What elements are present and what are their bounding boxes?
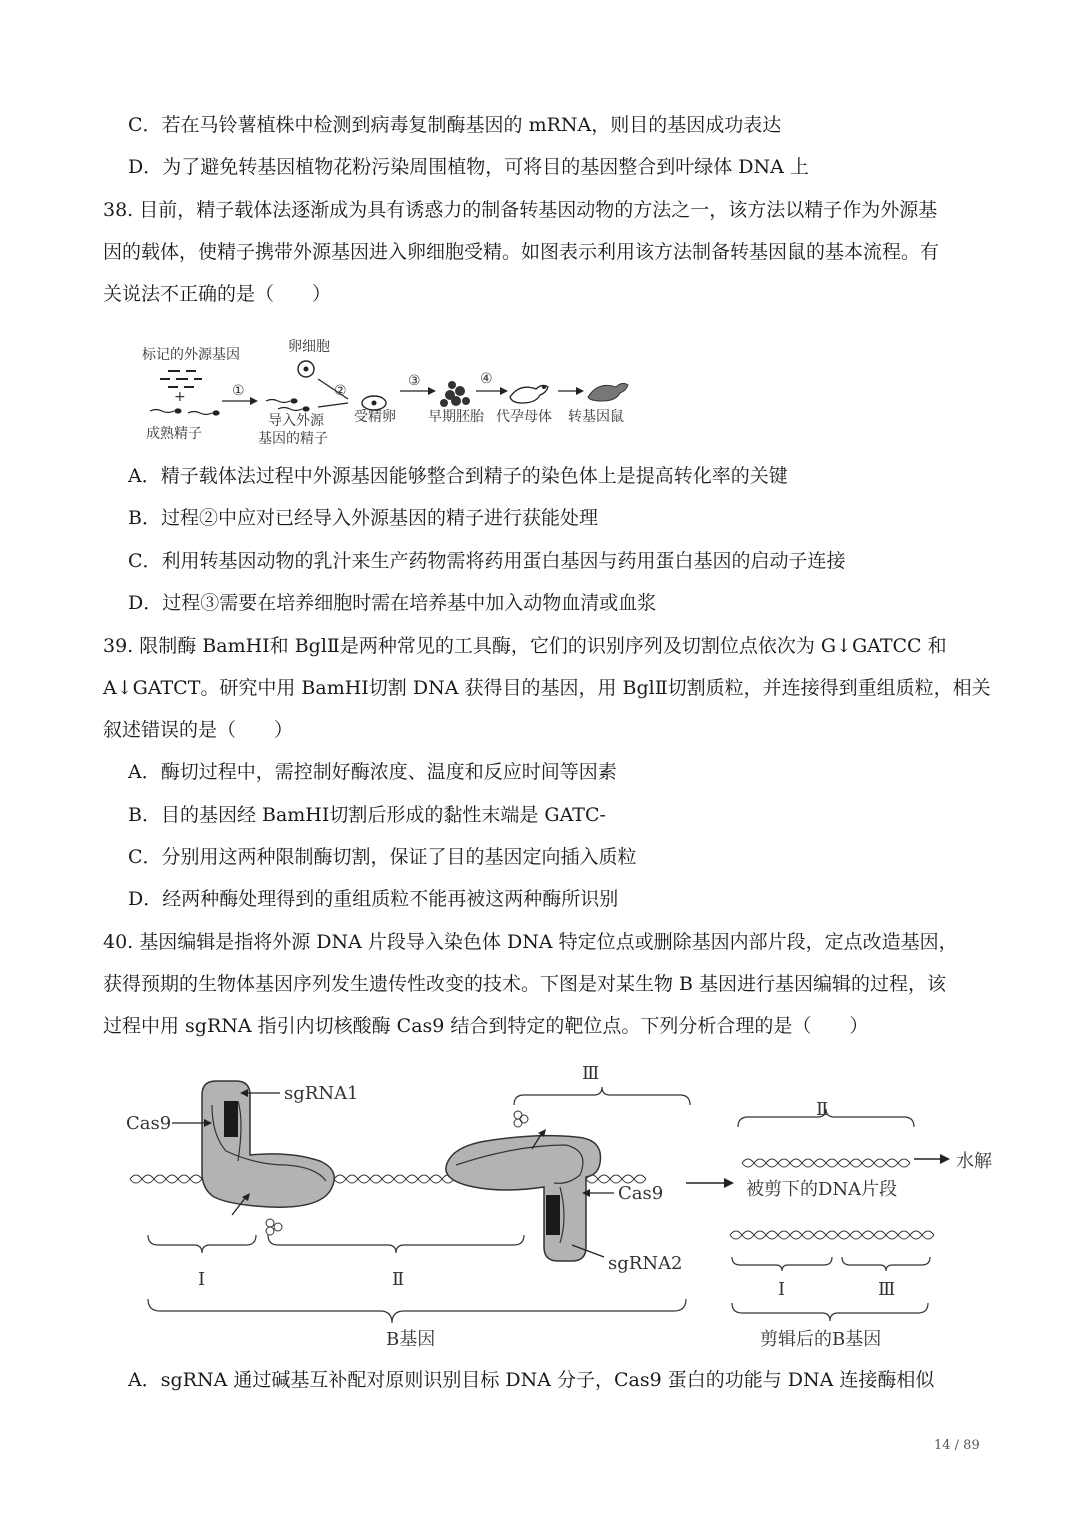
q39-stem-line-3: 叙述错误的是（ ） (103, 719, 294, 741)
q37-option-c: C．若在马铃薯植株中检测到病毒复制酶基因的 mRNA，则目的基因成功表达 (128, 114, 782, 136)
label-loaded-sperm-1: 导入外源 (268, 413, 324, 429)
q38-option-d: D．过程③需要在培养细胞时需在培养基中加入动物血清或血浆 (128, 592, 657, 614)
sgrna1-block-icon (224, 1101, 238, 1137)
plus-sign: + (174, 389, 186, 405)
q40-option-a: A．sgRNA 通过碱基互补配对原则识别目标 DNA 分子，Cas9 蛋白的功能与 DNA 连接酶相似 (128, 1369, 935, 1391)
q38-stem-line-2: 因的载体，使精子携带外源基因进入卵细胞受精。如图表示利用该方法制备转基因鼠的基本流程。有 (103, 241, 940, 263)
q39-option-b: B．目的基因经 BamHI切割后形成的黏性末端是 GATC- (128, 804, 606, 826)
label-seg-iii-right: Ⅲ (878, 1279, 896, 1300)
label-seg-ii: Ⅱ (392, 1269, 405, 1290)
label-sgrna1: sgRNA1 (284, 1083, 359, 1104)
q39-stem-line-1: 39. 限制酶 BamHI和 BglⅡ是两种常见的工具酶，它们的识别序列及切割位点依次为 G↓GATCC 和 (103, 635, 947, 657)
label-edited-gene: 剪辑后的B基因 (760, 1329, 882, 1350)
sgrna2-block-icon (546, 1195, 560, 1235)
gene-dashes-icon (160, 371, 202, 387)
label-hydrolysis: 水解 (956, 1151, 992, 1172)
q40-stem-line-1: 40. 基因编辑是指将外源 DNA 片段导入染色体 DNA 特定位点或删除基因内部片段，定点改造基因， (103, 931, 958, 953)
step-1-label: ① (232, 383, 245, 399)
step-3-label: ③ (408, 373, 421, 389)
zygote-icon (362, 396, 386, 410)
q38-flow-diagram (138, 335, 638, 450)
label-seg-i-right: Ⅰ (778, 1279, 786, 1300)
sperm-icon (150, 409, 219, 415)
q39-option-a: A．酶切过程中，需控制好酶浓度、温度和反应时间等因素 (128, 761, 617, 783)
surrogate-mouse-icon (510, 385, 548, 403)
q38-option-b: B．过程②中应对已经导入外源基因的精子进行获能处理 (128, 507, 598, 529)
loaded-sperm-icon (266, 399, 309, 411)
q38-option-a: A．精子载体法过程中外源基因能够整合到精子的染色体上是提高转化率的关键 (128, 465, 788, 487)
q40-stem-line-3: 过程中用 sgRNA 指引内切核酸酶 Cas9 结合到特定的靶位点。下列分析合理的是（ ） (103, 1015, 869, 1037)
early-embryo-icon (440, 381, 470, 407)
label-early-embryo: 早期胚胎 (428, 409, 484, 425)
page-number: 14 / 89 (934, 1438, 980, 1453)
label-sgrna2: sgRNA2 (608, 1253, 683, 1274)
q40-gene-editing-diagram (120, 1055, 1010, 1355)
label-loaded-sperm-2: 基因的精子 (258, 431, 328, 447)
label-egg: 卵细胞 (288, 339, 330, 355)
label-seg-iii-top: Ⅲ (582, 1063, 600, 1084)
step-4-label: ④ (480, 371, 493, 387)
label-cas9-left: Cas9 (126, 1113, 172, 1134)
label-transgenic-mouse: 转基因鼠 (568, 409, 624, 425)
label-seg-i: Ⅰ (198, 1269, 206, 1290)
label-b-gene: B基因 (386, 1329, 436, 1350)
label-zygote: 受精卵 (354, 409, 396, 425)
arrow-head-icon (250, 397, 258, 405)
step-2-label: ② (334, 383, 347, 399)
q39-option-c: C．分别用这两种限制酶切割，保证了目的基因定向插入质粒 (128, 846, 637, 868)
transgenic-mouse-icon (588, 383, 628, 401)
q39-stem-line-2: A↓GATCT。研究中用 BamHI切割 DNA 获得目的基因，用 BglⅡ切割质粒，并连接得到重组质粒，相关 (103, 677, 991, 699)
label-foreign-gene: 标记的外源基因 (142, 347, 240, 363)
q38-stem-line-3: 关说法不正确的是（ ） (103, 283, 332, 305)
label-cas9-right: Cas9 (618, 1183, 664, 1204)
label-mature-sperm: 成熟精子 (146, 426, 202, 442)
q39-option-d: D．经两种酶处理得到的重组质粒不能再被这两种酶所识别 (128, 888, 619, 910)
q37-option-d: D．为了避免转基因植物花粉污染周围植物，可将目的基因整合到叶绿体 DNA 上 (128, 156, 809, 178)
q38-stem-line-1: 38. 目前，精子载体法逐渐成为具有诱惑力的制备转基因动物的方法之一，该方法以精子作为外源基 (103, 199, 938, 221)
label-seg-ii-top: Ⅱ (816, 1099, 829, 1120)
q40-stem-line-2: 获得预期的生物体基因序列发生遗传性改变的技术。下图是对某生物 B 基因进行基因编辑的过程，该 (103, 973, 947, 995)
label-surrogate: 代孕母体 (496, 409, 552, 425)
q38-option-c: C．利用转基因动物的乳汁来生产药物需将药用蛋白基因与药用蛋白基因的启动子连接 (128, 550, 846, 572)
label-cut-fragment: 被剪下的DNA片段 (746, 1179, 898, 1200)
